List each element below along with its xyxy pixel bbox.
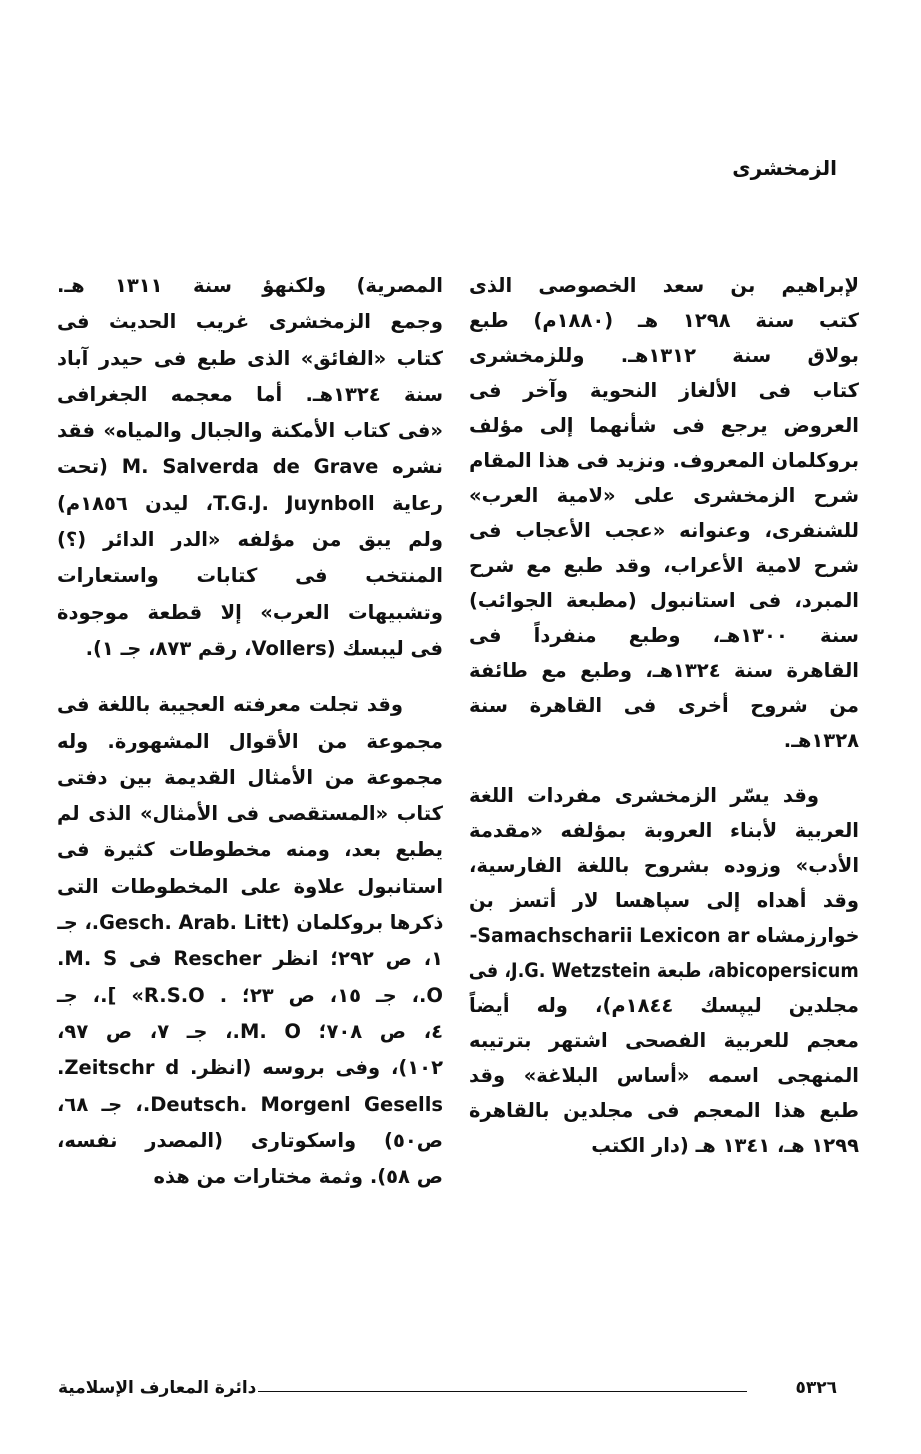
text-line: وجمع الزمخشرى غريب الحديث فى [57,310,443,334]
text-line: مجموعة من الأمثال القديمة بين دفتى [57,765,443,789]
text-line: المصرية) ولكنهؤ سنة ١٣١١ هـ. [57,274,443,297]
text-line: ١٠٢)، وفى بروسه (انظر. Zeitschr d. [57,1056,443,1080]
text-line: لإبراهيم بن سعد الخصوصى الذى [469,274,859,297]
text-line: فى ليبسك (Vollers، رقم ٨٧٣، جـ ١). [85,636,443,660]
right-paragraph-1 [469,268,859,758]
text-line: العربية لأبناء العروبة بمؤلفه «مقدمة [469,819,859,842]
text-line: نشره M. Salverda de Grave (تحت [57,455,443,479]
left-paragraph-2 [57,687,443,1195]
page-footer [58,1378,837,1404]
text-line: ١٣٢٨هـ. [783,729,859,752]
left-paragraph-1 [57,268,443,667]
running-title: الزمخشرى [732,156,837,180]
text-line: القاهرة سنة ١٣٢٤هـ، وطبع مع طائفة [469,659,859,682]
text-line: للشنفرى، وعنوانه «عجب الأعجاب فى [469,519,859,542]
text-line: كتاب «المستقصى فى الأمثال» الذى لم [57,802,443,826]
text-line: شرح الزمخشرى على «لامية العرب» [469,484,859,507]
text-line: يطبع بعد، ومنه مخطوطات كثيرة فى [57,838,443,862]
paragraph-gap [57,667,443,687]
text-line: ص٥٠) واسكوتارى (المصدر نفسه، [57,1128,443,1152]
text-line: من شروح أخرى فى القاهرة سنة [469,694,859,717]
footer-rule [258,1391,747,1392]
text-line: بولاق سنة ١٣١٢هـ. وللزمخشرى [469,344,859,367]
text-line: استانبول علاوة على المخطوطات التى [57,874,443,898]
text-line: ١٢٩٩ هـ، ١٣٤١ هـ (دار الكتب [591,1134,859,1157]
text-line: الأدب» وزوده بشروح باللغة الفارسية، [469,854,859,877]
text-line: العروض يرجع فى شأنهما إلى مؤلف [469,414,859,437]
text-line: سنة ١٣٠٠هـ، وطبع منفرداً فى [469,624,859,647]
text-line: ٤، ص ٧٠٨؛ M. O.، جـ ٧، ص ٩٧، [57,1019,444,1043]
text-line: رعاية T.G.J. Juynboll، ليدن ١٨٥٦م) [57,491,443,515]
text-line: وقد تجلت معرفته العجيبة باللغة فى [57,693,403,717]
journal-title: دائرة المعارف الإسلامية [58,1378,257,1398]
text-line: مجلدين ليپسك ١٨٤٤م)، وله أيضاً [469,994,859,1017]
text-line: O.، جـ ١٥، ص ٢٣؛ . R.S.O» ].، جـ [57,983,443,1007]
text-line: معجم للعربية الفصحى اشتهر بترتيبه [469,1029,859,1052]
text-line: وتشبيهات العرب» إلا قطعة موجودة [57,600,443,624]
text-line: المبرد، فى استانبول (مطبعة الجوائب) [469,589,859,612]
text-line: سنة ١٣٢٤هـ. أما معجمه الجغرافى [57,382,443,406]
text-line: وقد أهداه إلى سپاهسا لار أتسز بن [469,889,859,912]
text-line: مجموعة من الأقوال المشهورة. وله [57,729,443,753]
text-line: طبع هذا المعجم فى مجلدين بالقاهرة [469,1099,859,1122]
text-line: كتب سنة ١٢٩٨ هـ (١٨٨٠م) طبع [469,309,860,332]
text-line: كتاب فى الألغاز النحوية وآخر فى [469,379,859,402]
paragraph-gap [469,758,859,778]
text-line: ولم يبق من مؤلفه «الدر الدائر (؟) [57,528,443,552]
page-number: ٥٣٢٦ [795,1378,837,1398]
text-line: وقد يسّر الزمخشرى مفردات اللغة [469,784,819,807]
text-line: Deutsch. Morgenl Gesells.، جـ ٦٨، [57,1092,443,1116]
left-column [57,268,443,1195]
text-line: «فى كتاب الأمكنة والجبال والمياه» فقد [57,419,443,443]
text-line: abicopersicum، طبعة J.G. Wetzstein، فى [468,959,859,982]
text-line: ص ٥٨). وثمة مختارات من هذه [153,1165,443,1189]
text-line: خوارزمشاه Samachscharii Lexicon ar- [469,924,859,947]
text-line: ذكرها بروكلمان (Gesch. Arab. Litt.، جـ [56,911,443,935]
text-line: كتاب «الفائق» الذى طبع فى حيدر آباد [57,346,443,370]
right-column [469,268,859,1163]
right-paragraph-2 [469,778,859,1163]
text-line: شرح لامية الأعراب، وقد طبع مع شرح [469,554,859,577]
text-line: المنهجى اسمه «أساس البلاغة» وقد [469,1064,859,1087]
text-line: ١، ص ٢٩٢؛ انظر Rescher فى M. S. [57,947,444,971]
text-line: المنتخب فى كتابات واستعارات [57,564,443,588]
text-line: بروكلمان المعروف. ونزيد فى هذا المقام [468,449,859,472]
